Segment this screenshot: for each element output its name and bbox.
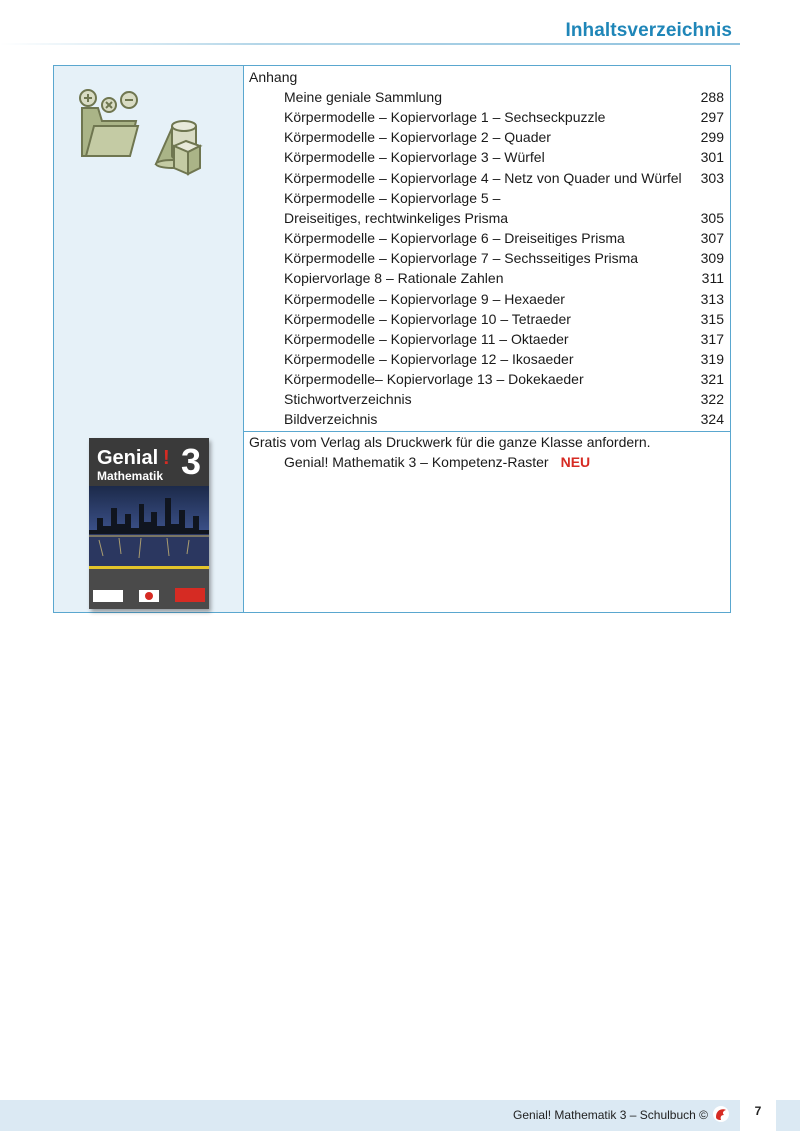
toc-entry [284, 87, 724, 107]
toc-entry [284, 228, 724, 248]
toc-entry-title: Körpermodelle – Kopiervorlage 11 – Oktaeder [284, 330, 569, 347]
toc-entry-title: Dreiseitiges, rechtwinkeliges Prisma [284, 209, 509, 226]
page-number: 7 [754, 1104, 762, 1118]
book-cover-image [89, 438, 209, 609]
gratis-item-title: Genial! Mathematik 3 – Kompetenz-Raster [284, 454, 549, 470]
toc-entry-page: 322 [700, 391, 724, 408]
footer-tail [776, 1100, 800, 1131]
toc-row-gratis [54, 431, 730, 612]
toc-entry [284, 248, 724, 268]
gratis-cell [244, 431, 730, 612]
toc-entry-title: Körpermodelle – Kopiervorlage 1 – Sechseckpuzzle [284, 109, 606, 126]
toc-entry-title: Körpermodelle – Kopiervorlage 4 – Netz von Quader und Würfel [284, 169, 682, 186]
toc-entry-page: 315 [700, 310, 724, 327]
section-icon-cell [54, 66, 244, 431]
footer-bar [0, 1100, 740, 1131]
toc-row-anhang [54, 66, 730, 432]
page-number-box [740, 1100, 776, 1131]
cover-title-genial: Genial [97, 447, 159, 469]
toc-entry [284, 107, 724, 127]
toc-entry-page: 321 [700, 371, 724, 388]
toc-entry-page: 299 [700, 129, 724, 146]
toc-entry-title: Bildverzeichnis [284, 411, 378, 428]
toc-entry-page: 309 [700, 250, 724, 267]
toc-entry-title: Körpermodelle – Kopiervorlage 2 – Quader [284, 129, 551, 146]
toc-entry-title: Körpermodelle – Kopiervorlage 7 – Sechsseitiges Prisma [284, 250, 639, 267]
toc-entry [284, 389, 724, 409]
toc-entry [284, 208, 724, 228]
toc-entry [284, 329, 724, 349]
toc-entry [284, 289, 724, 309]
toc-entry [284, 409, 724, 429]
toc-entry-title: Körpermodelle – Kopiervorlage 6 – Dreiseitiges Prisma [284, 230, 625, 247]
toc-entry-page: 305 [700, 209, 724, 226]
book-cover-cell [54, 431, 244, 612]
toc-entry-title: Stichwortverzeichnis [284, 391, 412, 408]
header-rule [0, 43, 740, 45]
toc-entry [284, 168, 724, 188]
toc-entry-title: Kopiervorlage 8 – Rationale Zahlen [284, 270, 504, 287]
toc-entries-cell [244, 66, 730, 431]
toc-entry [284, 147, 724, 167]
toc-entry-page: 307 [700, 230, 724, 247]
toc-entry-page: 317 [700, 330, 724, 347]
toc-entry-title: Körpermodelle – Kopiervorlage 12 – Ikosaeder [284, 350, 574, 367]
toc-entry-page: 301 [700, 149, 724, 166]
toc-entry-title: Körpermodelle – Kopiervorlage 3 – Würfel [284, 149, 545, 166]
toc-entry [284, 127, 724, 147]
toc-entry-page: 303 [700, 169, 724, 186]
toc-entry-page: 324 [700, 411, 724, 428]
toc-entry [284, 349, 724, 369]
cover-exclamation: ! [163, 447, 170, 469]
publisher-logo-icon [712, 1105, 730, 1123]
toc-entry [284, 268, 724, 288]
section-heading: Anhang [249, 69, 298, 85]
collection-tools-icon [76, 86, 206, 181]
toc-entry-page: 311 [701, 270, 724, 287]
toc-entry [284, 188, 724, 208]
gratis-heading: Gratis vom Verlag als Druckwerk für die ganze Klasse anfordern. [249, 434, 651, 450]
toc-entry-page: 297 [700, 109, 724, 126]
cover-number: 3 [181, 441, 202, 482]
toc-entry [284, 369, 724, 389]
toc-entry-title: Körpermodelle – Kopiervorlage 9 – Hexaeder [284, 290, 565, 307]
toc-entry-title: Körpermodelle– Kopiervorlage 13 – Dokekaeder [284, 371, 584, 388]
cover-title-mathematik: Mathematik [97, 469, 164, 483]
gratis-item [284, 452, 724, 472]
toc-entry-title: Meine geniale Sammlung [284, 89, 442, 105]
toc-entry-title: Körpermodelle – Kopiervorlage 5 – [284, 189, 501, 206]
toc-entry [284, 309, 724, 329]
toc-table [53, 65, 731, 613]
new-badge: NEU [560, 454, 591, 470]
toc-entry-page: 288 [700, 89, 724, 105]
page-title: Inhaltsverzeichnis [565, 20, 732, 41]
toc-entry-title: Körpermodelle – Kopiervorlage 10 – Tetraeder [284, 310, 571, 327]
toc-entry-page: 319 [700, 350, 724, 367]
toc-entry-page: 313 [700, 290, 724, 307]
footer-text: Genial! Mathematik 3 – Schulbuch © [513, 1108, 708, 1122]
